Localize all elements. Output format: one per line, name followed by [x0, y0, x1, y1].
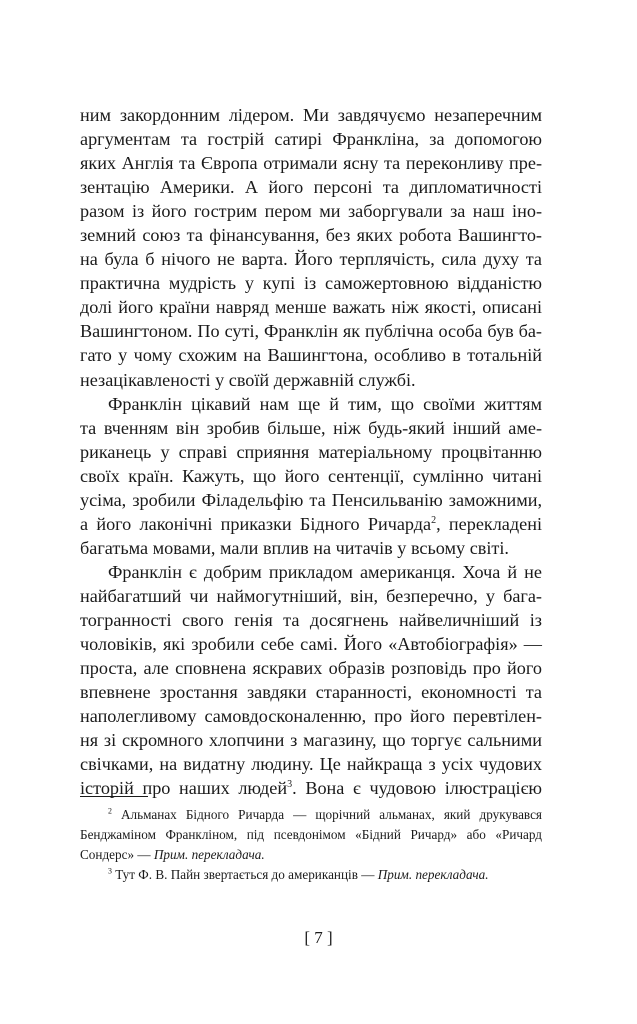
footnote-3-note: Прим. перекладача. [377, 867, 489, 882]
footnote-ref-2: 2 [431, 514, 437, 526]
text-line: наполегливому самовдосконаленню, про його перевтілен- [80, 706, 542, 727]
text-line: усіма, зробили Філадельфію та Пенсильванію заможними, [80, 489, 542, 510]
footnotes [80, 805, 542, 885]
text-line-with-footnote [80, 776, 542, 800]
text-segment: , перекладені [436, 513, 542, 534]
text-line: разом із його гострим пером ми заборгували за наш іно- [80, 201, 542, 222]
text-line: впевнене зростання завдяки старанності, економності та [80, 682, 542, 703]
text-line: долі його країни навряд менше важать ніж якості, описані [80, 297, 542, 318]
text-line: ня зі скромного хлопчини з магазину, що торгує сальними [80, 730, 542, 751]
footnote-2-line: Бенджаміном Франкліном, під псевдонімом «Бідний Ричард» або «Ричард [80, 827, 542, 842]
footnote-3-mark: 3 [108, 866, 112, 876]
text-line: Франклін цікавий нам ще й тим, що своїми життям [108, 393, 542, 414]
text-line: найбагатший чи наймогутніший, він, безперечно, у бага- [80, 585, 542, 606]
text-line: гато у чому схожим на Вашингтона, особливо в тотальній [80, 345, 542, 366]
footnote-2-mark: 2 [108, 806, 112, 816]
text-line: чоловіків, які зробили себе самі. Його «Автобіографія» — [80, 634, 542, 655]
main-text [80, 103, 542, 800]
footnote-2-note: Прим. перекладача. [153, 847, 265, 862]
footnote-2-line [80, 845, 542, 865]
text-line: незацікавленості у своїй державній службі. [80, 369, 416, 390]
text-line: аргументам та гострій сатирі Франкліна, за допомогою [80, 129, 542, 150]
text-line: Вашингтоном. По суті, Франклін як публічна особа був ба- [80, 321, 542, 342]
page-number: [ 7 ] [304, 928, 333, 947]
text-line: земний союз та фінансування, без яких робота Вашингто- [80, 225, 542, 246]
footnote-2-text: Сондерс» — [80, 847, 151, 862]
text-line: та вченням він зробив більше, ніж будь-який інший аме- [80, 417, 542, 438]
footnote-2-text: Альманах Бідного Ричарда — щорічний альманах, який друкувався [121, 807, 542, 822]
text-line: практична мудрість у купі із саможертовною відданістю [80, 273, 542, 294]
text-segment: а його лаконічні приказки Бідного Ричарда [80, 513, 432, 534]
text-line: свічками, на видатну людину. Це найкраща з усіх чудових [80, 754, 542, 775]
footnote-ref-3: 3 [287, 779, 293, 791]
text-line: яких Англія та Європа отримали ясну та переконливу пре- [80, 153, 542, 174]
text-line: своїх країн. Кажуть, що його сентенції, сумлінно читані [80, 465, 542, 486]
footnote-3-text: Тут Ф. В. Пайн звертається до американців — [115, 867, 375, 882]
text-line: Франклін є добрим прикладом американця. Хоча й не [108, 561, 542, 582]
text-line: ним закордонним лідером. Ми завдячуємо незаперечним [80, 105, 542, 125]
text-line: тогранності свого генія та досягнень найвеличніший із [80, 609, 542, 630]
text-line: на була б нічого не варта. Його терплячість, сила духу та [80, 249, 542, 270]
footnote-3-line [80, 865, 542, 885]
footnote-2-line [80, 805, 542, 825]
text-line: риканець у справі сприяння матеріальному процвітанню [80, 441, 542, 462]
text-line-with-footnote [80, 512, 542, 536]
text-segment: історій про наших людей [80, 778, 288, 799]
text-line: зентацію Америки. А його персоні та дипломатичності [80, 177, 542, 198]
text-line: проста, але сповнена яскравих образів розповідь про його [80, 658, 542, 679]
footnote-divider [80, 796, 148, 797]
text-segment: . Вона є чудовою ілюстрацією [292, 778, 542, 799]
text-line: багатьма мовами, мали вплив на читачів у всьому світі. [80, 537, 509, 558]
